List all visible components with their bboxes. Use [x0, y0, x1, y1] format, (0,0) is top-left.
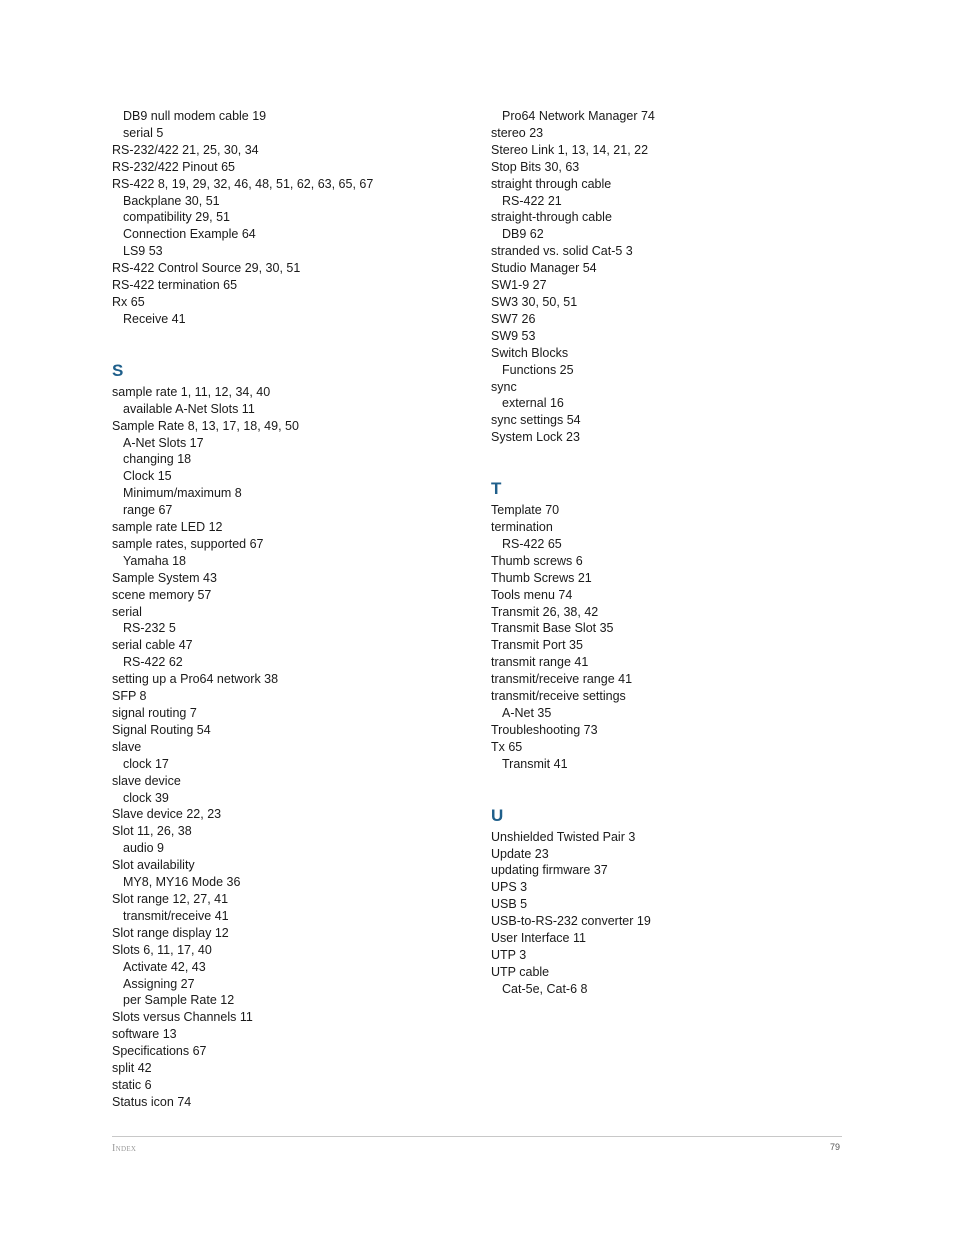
- index-entry: Switch Blocks: [491, 345, 569, 360]
- index-entry: Slots 6, 11, 17, 40: [112, 942, 212, 957]
- index-entry: Signal Routing 54: [112, 722, 211, 737]
- index-subentry: compatibility 29, 51: [123, 210, 231, 225]
- index-entry: UTP 3: [491, 947, 527, 962]
- index-entry: stranded vs. solid Cat-5 3: [491, 244, 633, 259]
- index-entry: SW7 26: [491, 311, 536, 326]
- index-subentry: Transmit 41: [502, 756, 568, 771]
- index-entry: Transmit Base Slot 35: [491, 621, 614, 636]
- index-entry: RS-422 Control Source 29, 30, 51: [112, 261, 301, 276]
- index-column-left: [112, 108, 472, 1111]
- index-entry: serial cable 47: [112, 638, 193, 653]
- index-entry: slave: [112, 739, 142, 754]
- index-subentry: A-Net 35: [502, 706, 552, 720]
- index-subentry: Yamaha 18: [123, 553, 187, 568]
- index-entry: straight-through cable: [491, 210, 612, 225]
- index-subentry: audio 9: [123, 841, 165, 856]
- index-subentry: range 67: [123, 503, 173, 518]
- index-entry: Stop Bits 30, 63: [491, 159, 580, 174]
- index-subentry: A-Net Slots 17: [123, 435, 204, 450]
- index-entry: scene memory 57: [112, 587, 212, 602]
- index-entry: transmit range 41: [491, 655, 589, 670]
- index-subentry: serial 5: [123, 125, 164, 140]
- index-entry: Template 70: [491, 503, 560, 518]
- index-entry: SW1-9 27: [491, 278, 547, 293]
- section-letter: T: [491, 479, 502, 499]
- index-entry: Studio Manager 54: [491, 261, 597, 276]
- index-subentry: Clock 15: [123, 469, 172, 484]
- index-entry: static 6: [112, 1077, 152, 1092]
- index-entry: Slot range display 12: [112, 925, 229, 940]
- index-entry: slave device: [112, 773, 181, 788]
- index-entry: termination: [491, 520, 553, 535]
- index-entry: stereo 23: [491, 125, 544, 140]
- index-entry: sync settings 54: [491, 413, 581, 428]
- index-entry: Slave device 22, 23: [112, 807, 222, 822]
- index-entry: RS-232/422 Pinout 65: [112, 159, 236, 174]
- index-entry: Status icon 74: [112, 1094, 192, 1109]
- index-entry: updating firmware 37: [491, 863, 608, 878]
- index-entry: Transmit 26, 38, 42: [491, 604, 599, 619]
- index-subentry: RS-422 21: [502, 193, 562, 208]
- index-entry: sample rate 1, 11, 12, 34, 40: [112, 384, 271, 399]
- index-subentry: transmit/receive 41: [123, 908, 229, 923]
- index-entry: Rx 65: [112, 294, 145, 309]
- index-subentry: available A-Net Slots 11: [123, 401, 255, 416]
- index-subentry: Backplane 30, 51: [123, 193, 220, 208]
- index-entry: Slot 11, 26, 38: [112, 824, 192, 839]
- section-letter: U: [491, 805, 504, 825]
- index-entry: software 13: [112, 1027, 177, 1042]
- index-subentry: per Sample Rate 12: [123, 993, 235, 1008]
- index-entry: UPS 3: [491, 880, 528, 895]
- index-entry: RS-232/422 21, 25, 30, 34: [112, 142, 259, 157]
- index-entry: Tools menu 74: [491, 587, 573, 602]
- footer-divider: [112, 1136, 842, 1137]
- index-entry: Stereo Link 1, 13, 14, 21, 22: [491, 142, 649, 157]
- index-entry: sync: [491, 379, 517, 394]
- section-letter: S: [112, 360, 124, 380]
- index-subentry: Connection Example 64: [123, 227, 256, 242]
- index-entry: System Lock 23: [491, 430, 580, 445]
- index-entry: Troubleshooting 73: [491, 722, 598, 737]
- index-subentry: Activate 42, 43: [123, 959, 206, 974]
- index-subentry: changing 18: [123, 452, 192, 467]
- index-entry: UTP cable: [491, 964, 550, 979]
- index-subentry: DB9 62: [502, 227, 544, 242]
- index-subentry: Minimum/maximum 8: [123, 486, 242, 501]
- index-entry: SW3 30, 50, 51: [491, 294, 578, 309]
- index-entry: Thumb Screws 21: [491, 570, 592, 585]
- index-entry: Update 23: [491, 846, 549, 861]
- index-entry: transmit/receive settings: [491, 689, 626, 704]
- index-subentry: RS-422 62: [123, 655, 183, 670]
- index-entry: Slots versus Channels 11: [112, 1010, 253, 1025]
- index-subentry: Cat-5e, Cat-6 8: [502, 981, 588, 996]
- index-entry: RS-422 8, 19, 29, 32, 46, 48, 51, 62, 63, 65, 67: [112, 176, 374, 191]
- index-entry: Tx 65: [491, 739, 523, 754]
- index-entry: Thumb screws 6: [491, 553, 583, 568]
- index-entry: Transmit Port 35: [491, 638, 583, 653]
- index-entry: USB 5: [491, 897, 528, 912]
- index-entry: split 42: [112, 1061, 152, 1076]
- index-entry: Sample System 43: [112, 570, 217, 585]
- index-subentry: Receive 41: [123, 311, 186, 326]
- index-subentry: clock 17: [123, 756, 169, 771]
- index-entry: setting up a Pro64 network 38: [112, 672, 279, 687]
- index-entry: RS-422 termination 65: [112, 278, 238, 293]
- page-number: 79: [829, 1142, 840, 1152]
- index-subentry: DB9 null modem cable 19: [123, 109, 267, 123]
- index-subentry: clock 39: [123, 790, 169, 805]
- index-subentry: Assigning 27: [123, 976, 195, 991]
- index-subentry: Functions 25: [502, 362, 574, 377]
- index-entry: sample rate LED 12: [112, 520, 223, 535]
- index-subentry: MY8, MY16 Mode 36: [123, 875, 241, 890]
- index-column-right: [491, 108, 851, 998]
- index-entry: USB-to-RS-232 converter 19: [491, 914, 651, 929]
- index-entry: transmit/receive range 41: [491, 672, 633, 687]
- index-subentry: RS-422 65: [502, 536, 562, 551]
- index-subentry: LS9 53: [123, 244, 163, 259]
- index-entry: Specifications 67: [112, 1044, 207, 1059]
- index-entry: signal routing 7: [112, 706, 197, 720]
- index-subentry: Pro64 Network Manager 74: [502, 109, 655, 123]
- index-entry: Slot availability: [112, 858, 195, 873]
- index-entry: SFP 8: [112, 689, 147, 704]
- index-entry: Unshielded Twisted Pair 3: [491, 829, 636, 844]
- index-entry: User Interface 11: [491, 931, 586, 946]
- index-entry: SW9 53: [491, 328, 536, 343]
- index-entry: Slot range 12, 27, 41: [112, 891, 229, 906]
- index-entry: straight through cable: [491, 176, 612, 191]
- index-entry: Sample Rate 8, 13, 17, 18, 49, 50: [112, 418, 299, 433]
- index-entry: serial: [112, 604, 142, 619]
- index-subentry: RS-232 5: [123, 621, 176, 636]
- index-entry: sample rates, supported 67: [112, 536, 264, 551]
- index-subentry: external 16: [502, 396, 564, 411]
- footer-section-title: Index: [112, 1143, 137, 1154]
